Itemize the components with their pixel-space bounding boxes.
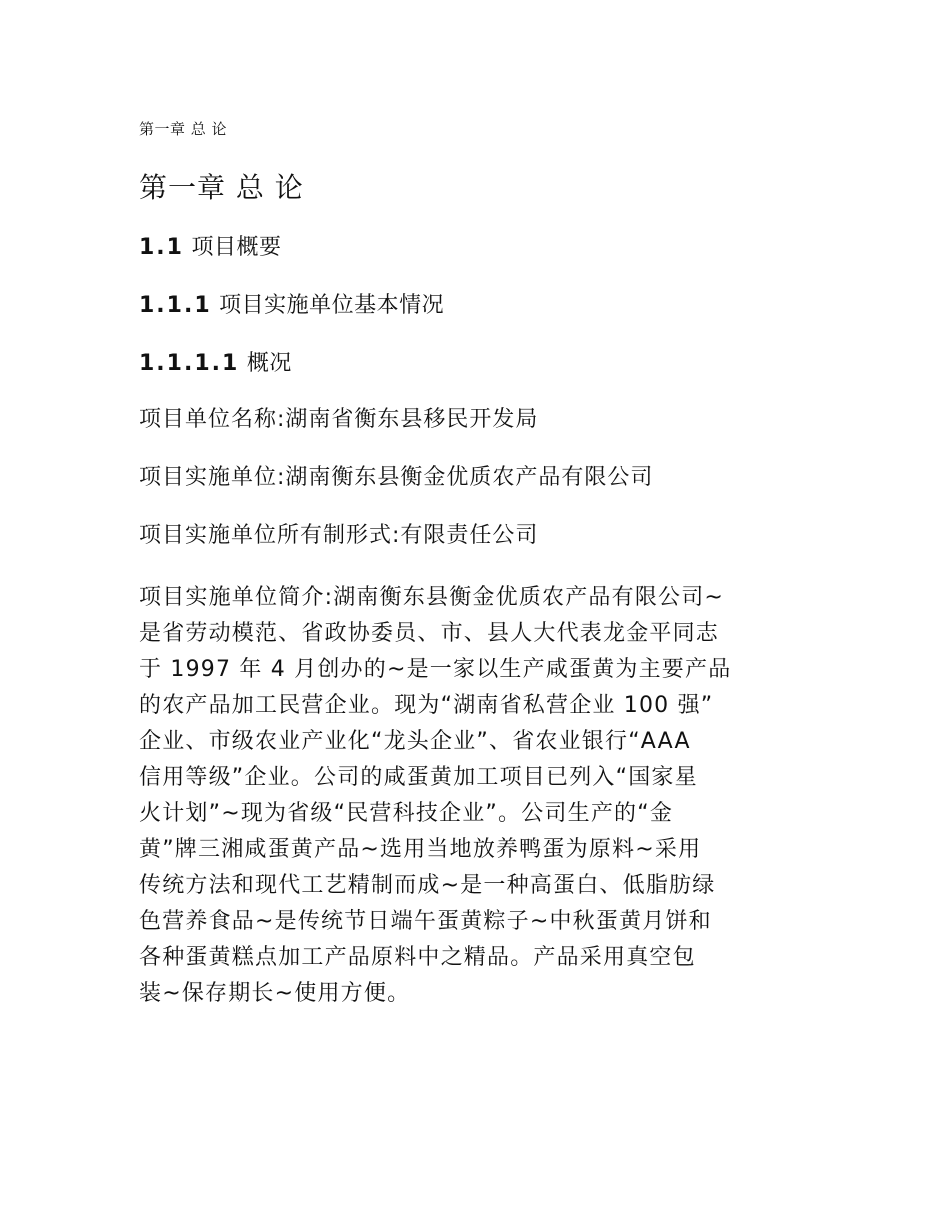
section-number: 1.1 <box>139 235 184 260</box>
paragraph-line: 的农产品加工民营企业。现为“湖南省私营企业 100 强” <box>139 693 714 718</box>
running-header: 第一章 总 论 <box>139 120 228 138</box>
unit-introduction-paragraph <box>139 580 809 1012</box>
chapter-title: 第一章 总 论 <box>139 171 304 204</box>
section-title: 概况 <box>246 351 292 376</box>
section-heading-1-1-1 <box>139 291 444 321</box>
paragraph-line: 是省劳动模范、省政协委员、市、县人大代表龙金平同志 <box>139 621 720 646</box>
paragraph-line: 传统方法和现代工艺精制而成~是一种高蛋白、低脂肪绿 <box>139 873 716 898</box>
paragraph-line: 火计划”~现为省级“民营科技企业”。公司生产的“金 <box>139 801 674 826</box>
section-title: 项目实施单位基本情况 <box>219 293 445 318</box>
paragraph-line: 各种蛋黄糕点加工产品原料中之精品。产品采用真空包 <box>139 945 696 970</box>
section-number: 1.1.1.1 <box>139 351 240 376</box>
section-heading-1-1-1-1 <box>139 349 292 379</box>
section-title: 项目概要 <box>191 235 282 260</box>
ownership-line: 项目实施单位所有制形式:有限责任公司 <box>139 523 539 548</box>
paragraph-line: 装~保存期长~使用方便。 <box>139 981 411 1006</box>
paragraph-line: 色营养食品~是传统节日端午蛋黄粽子~中秋蛋黄月饼和 <box>139 909 712 934</box>
section-heading-1-1 <box>139 233 282 263</box>
paragraph-line: 于 1997 年 4 月创办的~是一家以生产咸蛋黄为主要产品 <box>139 657 732 682</box>
implementing-unit-line: 项目实施单位:湖南衡东县衡金优质农产品有限公司 <box>139 465 654 490</box>
paragraph-line: 企业、市级农业产业化“龙头企业”、省农业银行“AAA <box>139 729 691 754</box>
paragraph-line: 黄”牌三湘咸蛋黄产品~选用当地放养鸭蛋为原料~采用 <box>139 837 702 862</box>
unit-name-line: 项目单位名称:湖南省衡东县移民开发局 <box>139 407 539 432</box>
paragraph-line: 信用等级”企业。公司的咸蛋黄加工项目已列入“国家星 <box>139 765 698 790</box>
paragraph-line: 项目实施单位简介:湖南衡东县衡金优质农产品有限公司~ <box>139 585 725 610</box>
section-number: 1.1.1 <box>139 293 212 318</box>
